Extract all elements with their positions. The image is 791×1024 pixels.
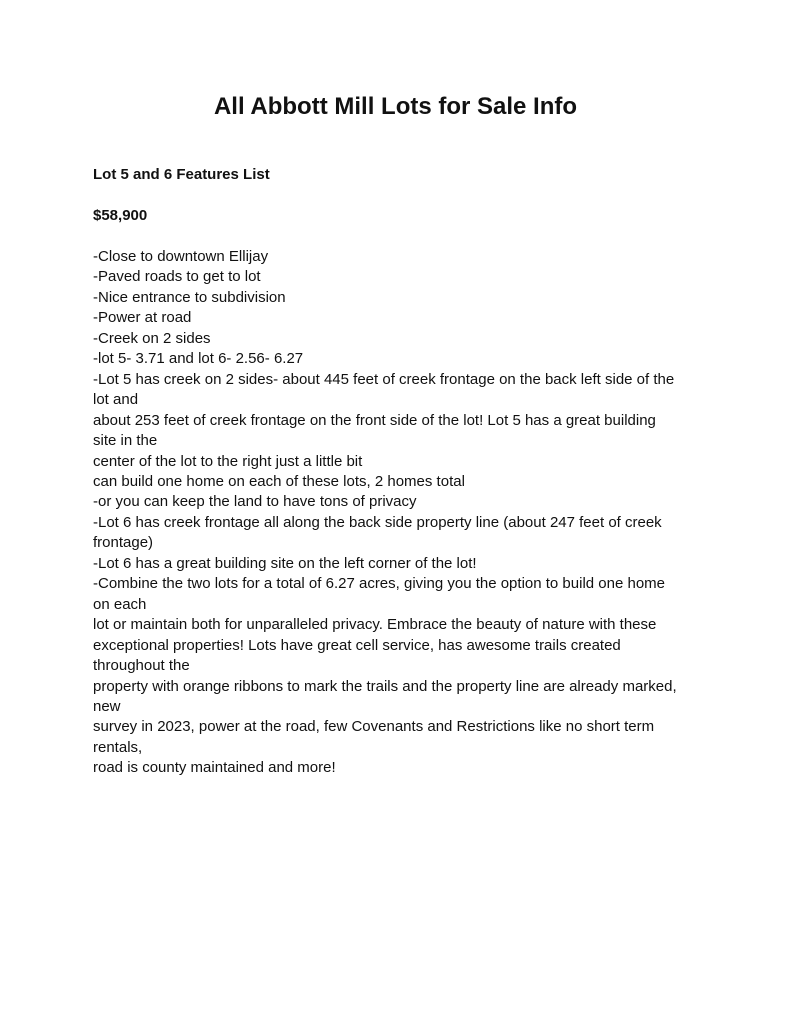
- text-line: road is county maintained and more!: [93, 759, 336, 777]
- text-line: property with orange ribbons to mark the trails and the property line are already marked,: [93, 677, 677, 695]
- text-line: throughout the: [93, 657, 190, 675]
- text-line: center of the lot to the right just a little bit: [93, 452, 363, 470]
- text-line: frontage): [93, 534, 154, 552]
- features-text: [93, 247, 708, 779]
- text-line: -Close to downtown Ellijay: [93, 248, 269, 265]
- price-label: $58,900: [93, 207, 148, 224]
- text-line: can build one home on each of these lots, 2 homes total: [93, 472, 465, 490]
- text-line: survey in 2023, power at the road, few Covenants and Restrictions like no short term: [93, 718, 655, 736]
- text-line: -Lot 6 has a great building site on the left corner of the lot!: [93, 554, 477, 572]
- text-line: -Creek on 2 sides: [93, 329, 211, 347]
- document-title: All Abbott Mill Lots for Sale Info: [213, 93, 578, 120]
- text-line: site in the: [93, 432, 158, 450]
- text-line: lot and: [93, 391, 139, 409]
- section-heading: Lot 5 and 6 Features List: [93, 166, 270, 183]
- text-line: -or you can keep the land to have tons of privacy: [93, 493, 417, 511]
- text-line: rentals,: [93, 738, 143, 756]
- text-line: lot or maintain both for unparalleled privacy. Embrace the beauty of nature with these: [93, 616, 657, 634]
- text-line: -Lot 5 has creek on 2 sides- about 445 feet of creek frontage on the back left side of the: [93, 370, 675, 388]
- text-line: -lot 5- 3.71 and lot 6- 2.56- 6.27: [93, 350, 304, 368]
- text-line: -Lot 6 has creek frontage all along the back side property line (about 247 feet of creek: [93, 513, 662, 531]
- text-line: -Combine the two lots for a total of 6.27 acres, giving you the option to build one home: [93, 575, 666, 593]
- text-line: on each: [93, 595, 147, 613]
- text-line: -Paved roads to get to lot: [93, 268, 261, 286]
- text-line: -Power at road: [93, 309, 192, 327]
- text-line: -Nice entrance to subdivision: [93, 288, 286, 306]
- text-line: exceptional properties! Lots have great cell service, has awesome trails created: [93, 636, 621, 654]
- text-line: new: [93, 697, 121, 715]
- text-line: about 253 feet of creek frontage on the front side of the lot! Lot 5 has a great building: [93, 411, 656, 429]
